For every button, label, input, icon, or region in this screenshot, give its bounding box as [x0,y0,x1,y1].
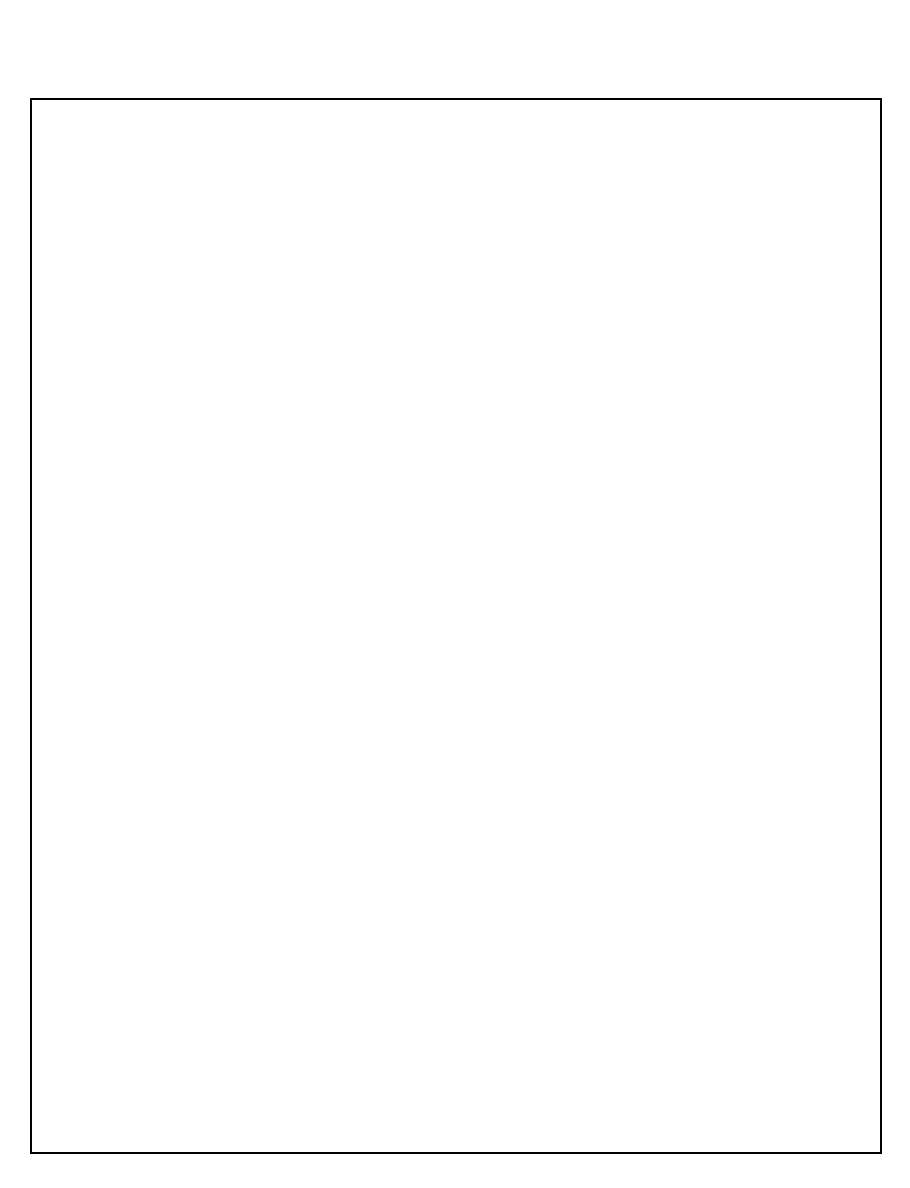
match-table [30,98,882,1154]
